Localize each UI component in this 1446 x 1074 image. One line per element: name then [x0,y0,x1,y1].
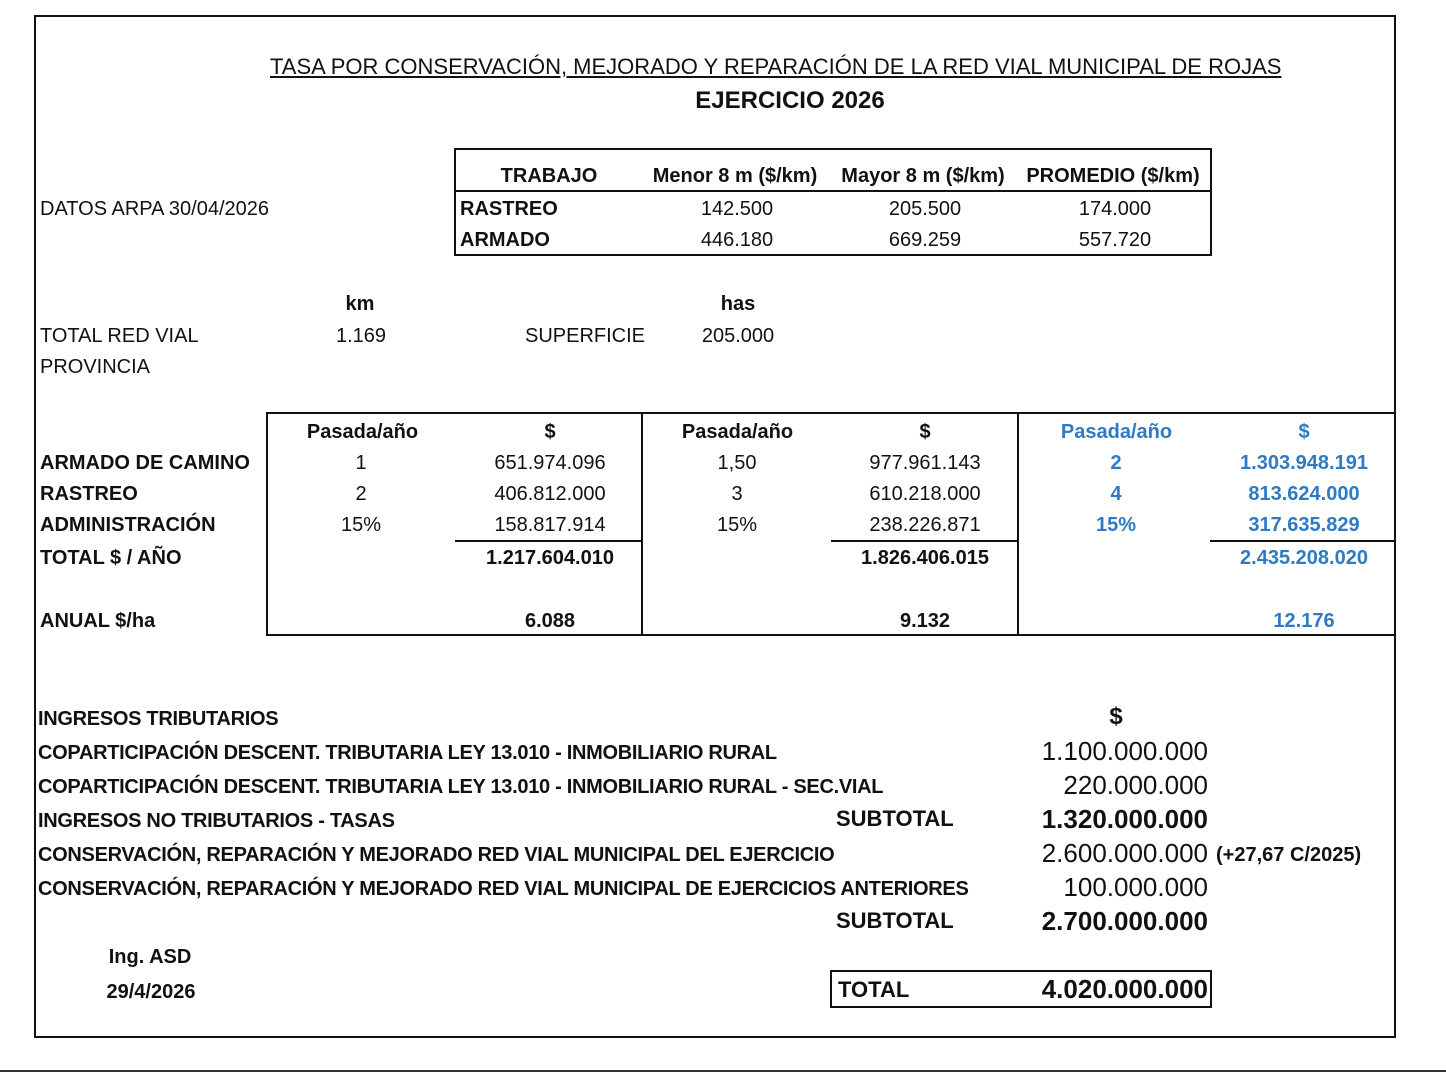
scenario-divider [266,412,268,636]
arpa-header-promedio: PROMEDIO ($/km) [1026,165,1200,187]
ingreso-line: COPARTICIPACIÓN DESCENT. TRIBUTARIA LEY 13.010 - INMOBILIARIO RURAL - SEC.VIAL [38,776,884,798]
arpa-cell: 557.720 [1078,229,1152,251]
signature-name: Ing. ASD [108,946,192,968]
page-bottom-rule [0,1070,1446,1072]
s3-pasada: 2 [1110,452,1122,474]
ingreso-note: (+27,67 C/2025) [1216,844,1362,866]
s1-pasada: 15% [340,514,382,536]
arpa-cell: 205.500 [888,198,962,220]
s3-monto: 317.635.829 [1248,514,1360,536]
subtotal-value: 2.700.000.000 [1041,906,1208,936]
s3-anual: 12.176 [1273,610,1335,632]
s1-pasada: 1 [355,452,367,474]
superficie-label: SUPERFICIE [524,325,646,347]
s2-sum-rule [831,540,1017,542]
row-label-rastreo: RASTREO [40,483,138,505]
km-label: km [345,293,375,315]
row-label-armado: ARMADO DE CAMINO [40,452,250,474]
subtotal-label: SUBTOTAL [836,908,954,933]
scenario-bottom-rule [266,634,1396,636]
s3-pasada-header: Pasada/año [1060,421,1173,443]
arpa-cell: 446.180 [700,229,774,251]
s2-monto: 977.961.143 [869,452,981,474]
arpa-cell: 174.000 [1078,198,1152,220]
ingreso-value: 100.000.000 [1063,872,1208,902]
s1-pasada-header: Pasada/año [306,421,419,443]
s1-money-header: $ [544,421,556,443]
total-label: TOTAL [838,977,910,1002]
arpa-cell: 669.259 [888,229,962,251]
s2-monto: 238.226.871 [869,514,981,536]
signature-date: 29/4/2026 [106,981,196,1003]
arpa-header-trabajo: TRABAJO [500,165,598,187]
arpa-row-name: ARMADO [460,229,550,251]
arpa-header-mayor: Mayor 8 m ($/km) [841,165,1005,187]
s2-monto: 610.218.000 [869,483,981,505]
s3-sum-rule [1210,540,1396,542]
s3-pasada: 15% [1095,514,1137,536]
s2-total: 1.826.406.015 [861,547,989,569]
ingreso-line: COPARTICIPACIÓN DESCENT. TRIBUTARIA LEY 13.010 - INMOBILIARIO RURAL [38,742,777,764]
row-label-total: TOTAL $ / AÑO [40,547,182,569]
s3-total: 2.435.208.020 [1240,547,1368,569]
s1-total: 1.217.604.010 [486,547,614,569]
document-subtitle: EJERCICIO 2026 [695,87,885,114]
s2-pasada: 15% [716,514,758,536]
s2-money-header: $ [919,421,931,443]
arpa-row-name: RASTREO [460,198,558,220]
total-red-label-2: PROVINCIA [40,356,151,378]
scenario-top-rule [266,412,1396,414]
ingreso-value: 1.100.000.000 [1041,736,1208,766]
document-title: TASA POR CONSERVACIÓN, MEJORADO Y REPARACIÓN DE LA RED VIAL MUNICIPAL DE ROJAS [270,54,1282,79]
ingresos-header: INGRESOS TRIBUTARIOS [38,708,279,730]
s3-monto: 1.303.948.191 [1240,452,1368,474]
s3-monto: 813.624.000 [1248,483,1360,505]
ingreso-line: CONSERVACIÓN, REPARACIÓN Y MEJORADO RED VIAL MUNICIPAL DE EJERCICIOS ANTERIORES [38,878,969,900]
s1-sum-rule [455,540,641,542]
total-value: 4.020.000.000 [1041,974,1208,1004]
ingreso-line: INGRESOS NO TRIBUTARIOS - TASAS [38,810,395,832]
has-label: has [720,293,756,315]
s2-pasada: 3 [731,483,743,505]
arpa-header-menor: Menor 8 m ($/km) [652,165,818,187]
s1-monto: 158.817.914 [494,514,606,536]
has-value: 205.000 [701,325,775,347]
ingreso-line: CONSERVACIÓN, REPARACIÓN Y MEJORADO RED VIAL MUNICIPAL DEL EJERCICIO [38,844,835,866]
s3-pasada: 4 [1110,483,1122,505]
km-value: 1.169 [335,325,387,347]
s3-money-header: $ [1298,421,1310,443]
s1-monto: 406.812.000 [494,483,606,505]
s1-monto: 651.974.096 [494,452,606,474]
subtotal-value: 1.320.000.000 [1041,804,1208,834]
row-label-anual: ANUAL $/ha [40,610,156,632]
s2-anual: 9.132 [899,610,951,632]
subtotal-label: SUBTOTAL [836,806,954,831]
total-red-label: TOTAL RED VIAL [40,325,199,347]
ingreso-value: 220.000.000 [1063,770,1208,800]
s2-pasada: 1,50 [717,452,757,474]
s2-pasada-header: Pasada/año [681,421,794,443]
arpa-cell: 142.500 [700,198,774,220]
s1-pasada: 2 [355,483,367,505]
s1-anual: 6.088 [524,610,576,632]
ingresos-currency: $ [1109,703,1123,730]
arpa-label: DATOS ARPA 30/04/2026 [40,198,270,220]
arpa-header-rule [454,190,1212,192]
row-label-administracion: ADMINISTRACIÓN [40,514,216,536]
ingreso-value: 2.600.000.000 [1041,838,1208,868]
